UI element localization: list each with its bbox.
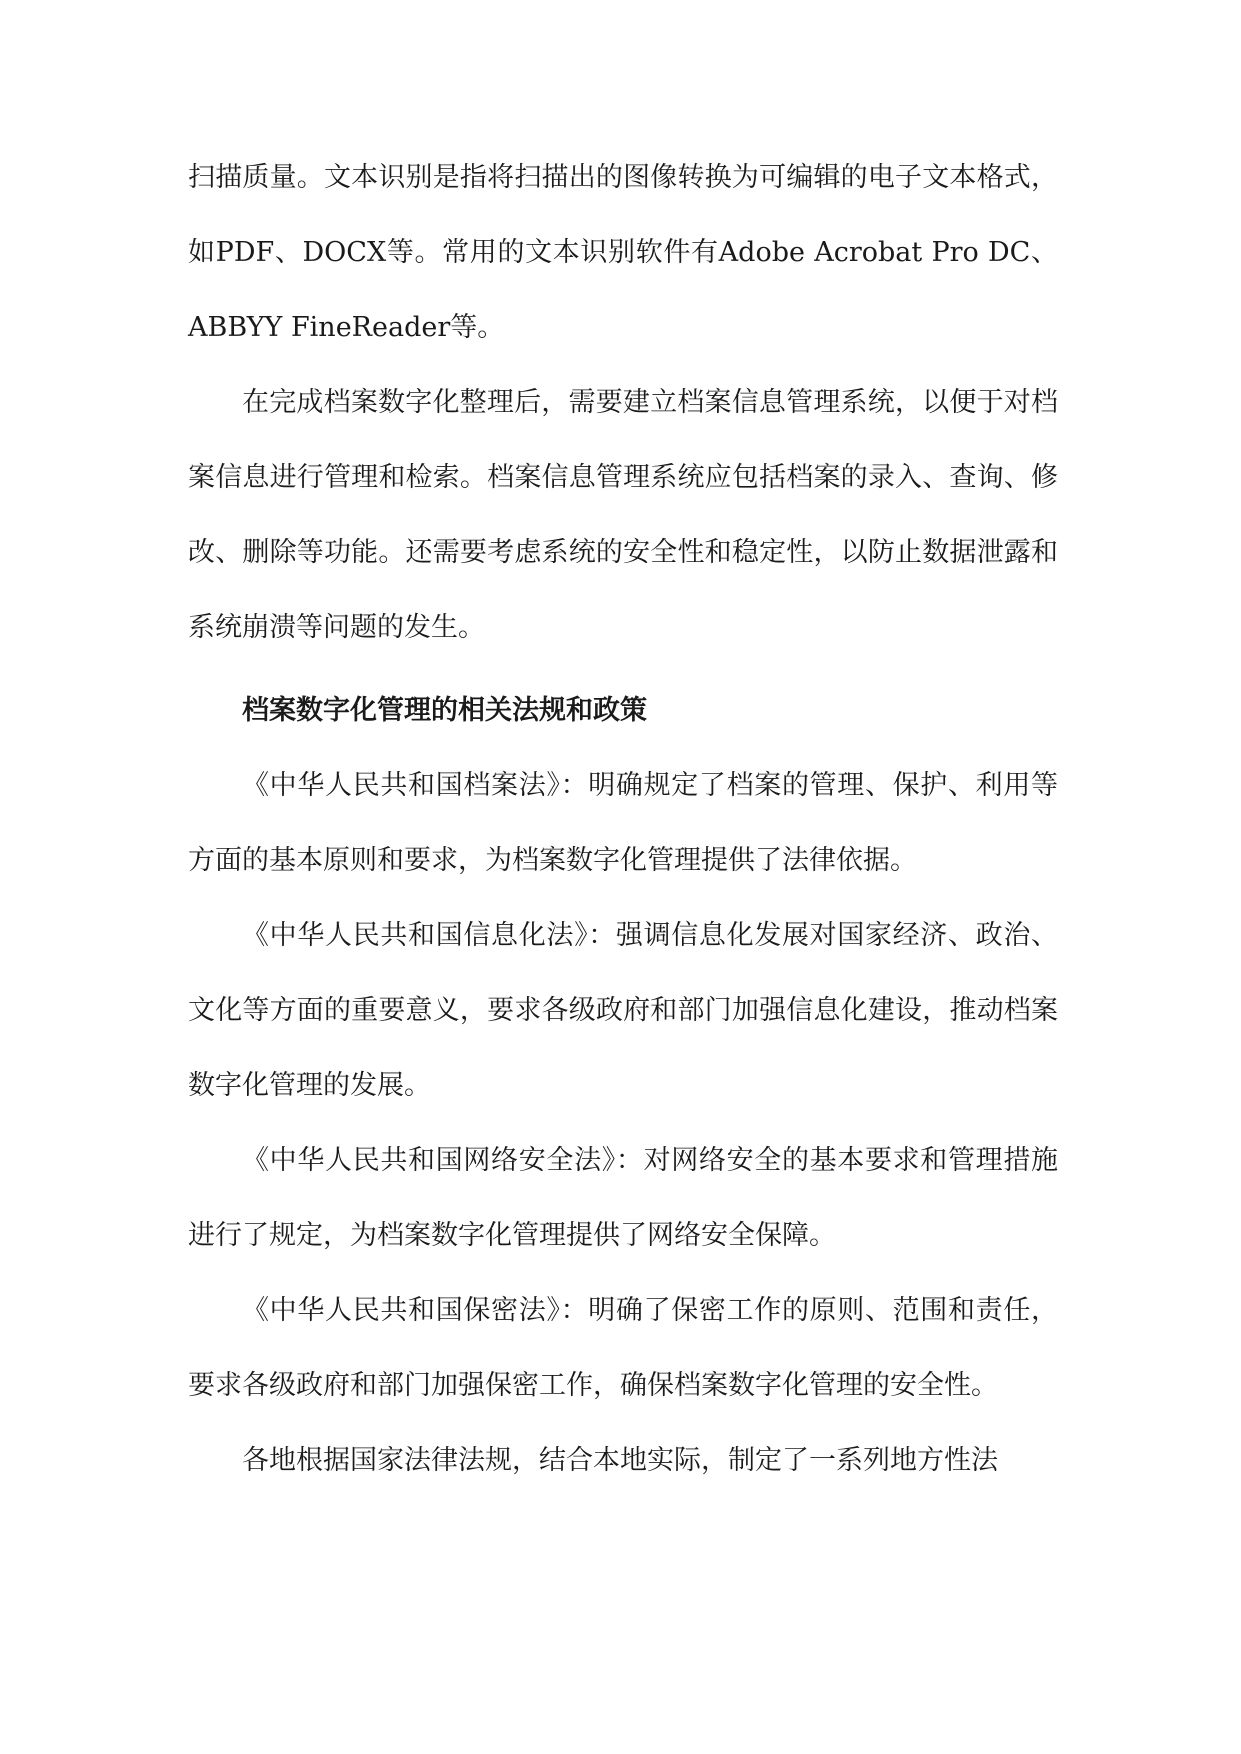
law-secrecy-law: 《中华人民共和国保密法》：明确了保密工作的原则、范围和责任，要求各级政府和部门加强保密工作，确保档案数字化管理的安全性。 <box>188 1295 1058 1401</box>
paragraph-local-regulations: 各地根据国家法律法规，结合本地实际，制定了一系列地方性法 <box>242 1445 998 1476</box>
paragraph-info-management-system: 在完成档案数字化整理后，需要建立档案信息管理系统，以便于对档案信息进行管理和检索。档案信息管理系统应包括档案的录入、查询、修改、删除等功能。还需要考虑系统的安全性和稳定性，以防止数据泄露和系统崩溃等问题的发生。 <box>188 387 1058 643</box>
law-archives-law: 《中华人民共和国档案法》：明确规定了档案的管理、保护、利用等方面的基本原则和要求，为档案数字化管理提供了法律依据。 <box>188 770 1058 876</box>
document-page <box>188 140 1058 1498</box>
law-cybersecurity-law: 《中华人民共和国网络安全法》：对网络安全的基本要求和管理措施进行了规定，为档案数字化管理提供了网络安全保障。 <box>188 1145 1058 1251</box>
law-informatization-law: 《中华人民共和国信息化法》：强调信息化发展对国家经济、政治、文化等方面的重要意义，要求各级政府和部门加强信息化建设，推动档案数字化管理的发展。 <box>188 920 1058 1101</box>
section-heading-regulations: 档案数字化管理的相关法规和政策 <box>242 695 647 726</box>
paragraph-text-recognition: 扫描质量。文本识别是指将扫描出的图像转换为可编辑的电子文本格式，如PDF、DOCX等。常用的文本识别软件有Adobe Acrobat Pro DC、ABBYY FineReader等。 <box>188 162 1058 343</box>
